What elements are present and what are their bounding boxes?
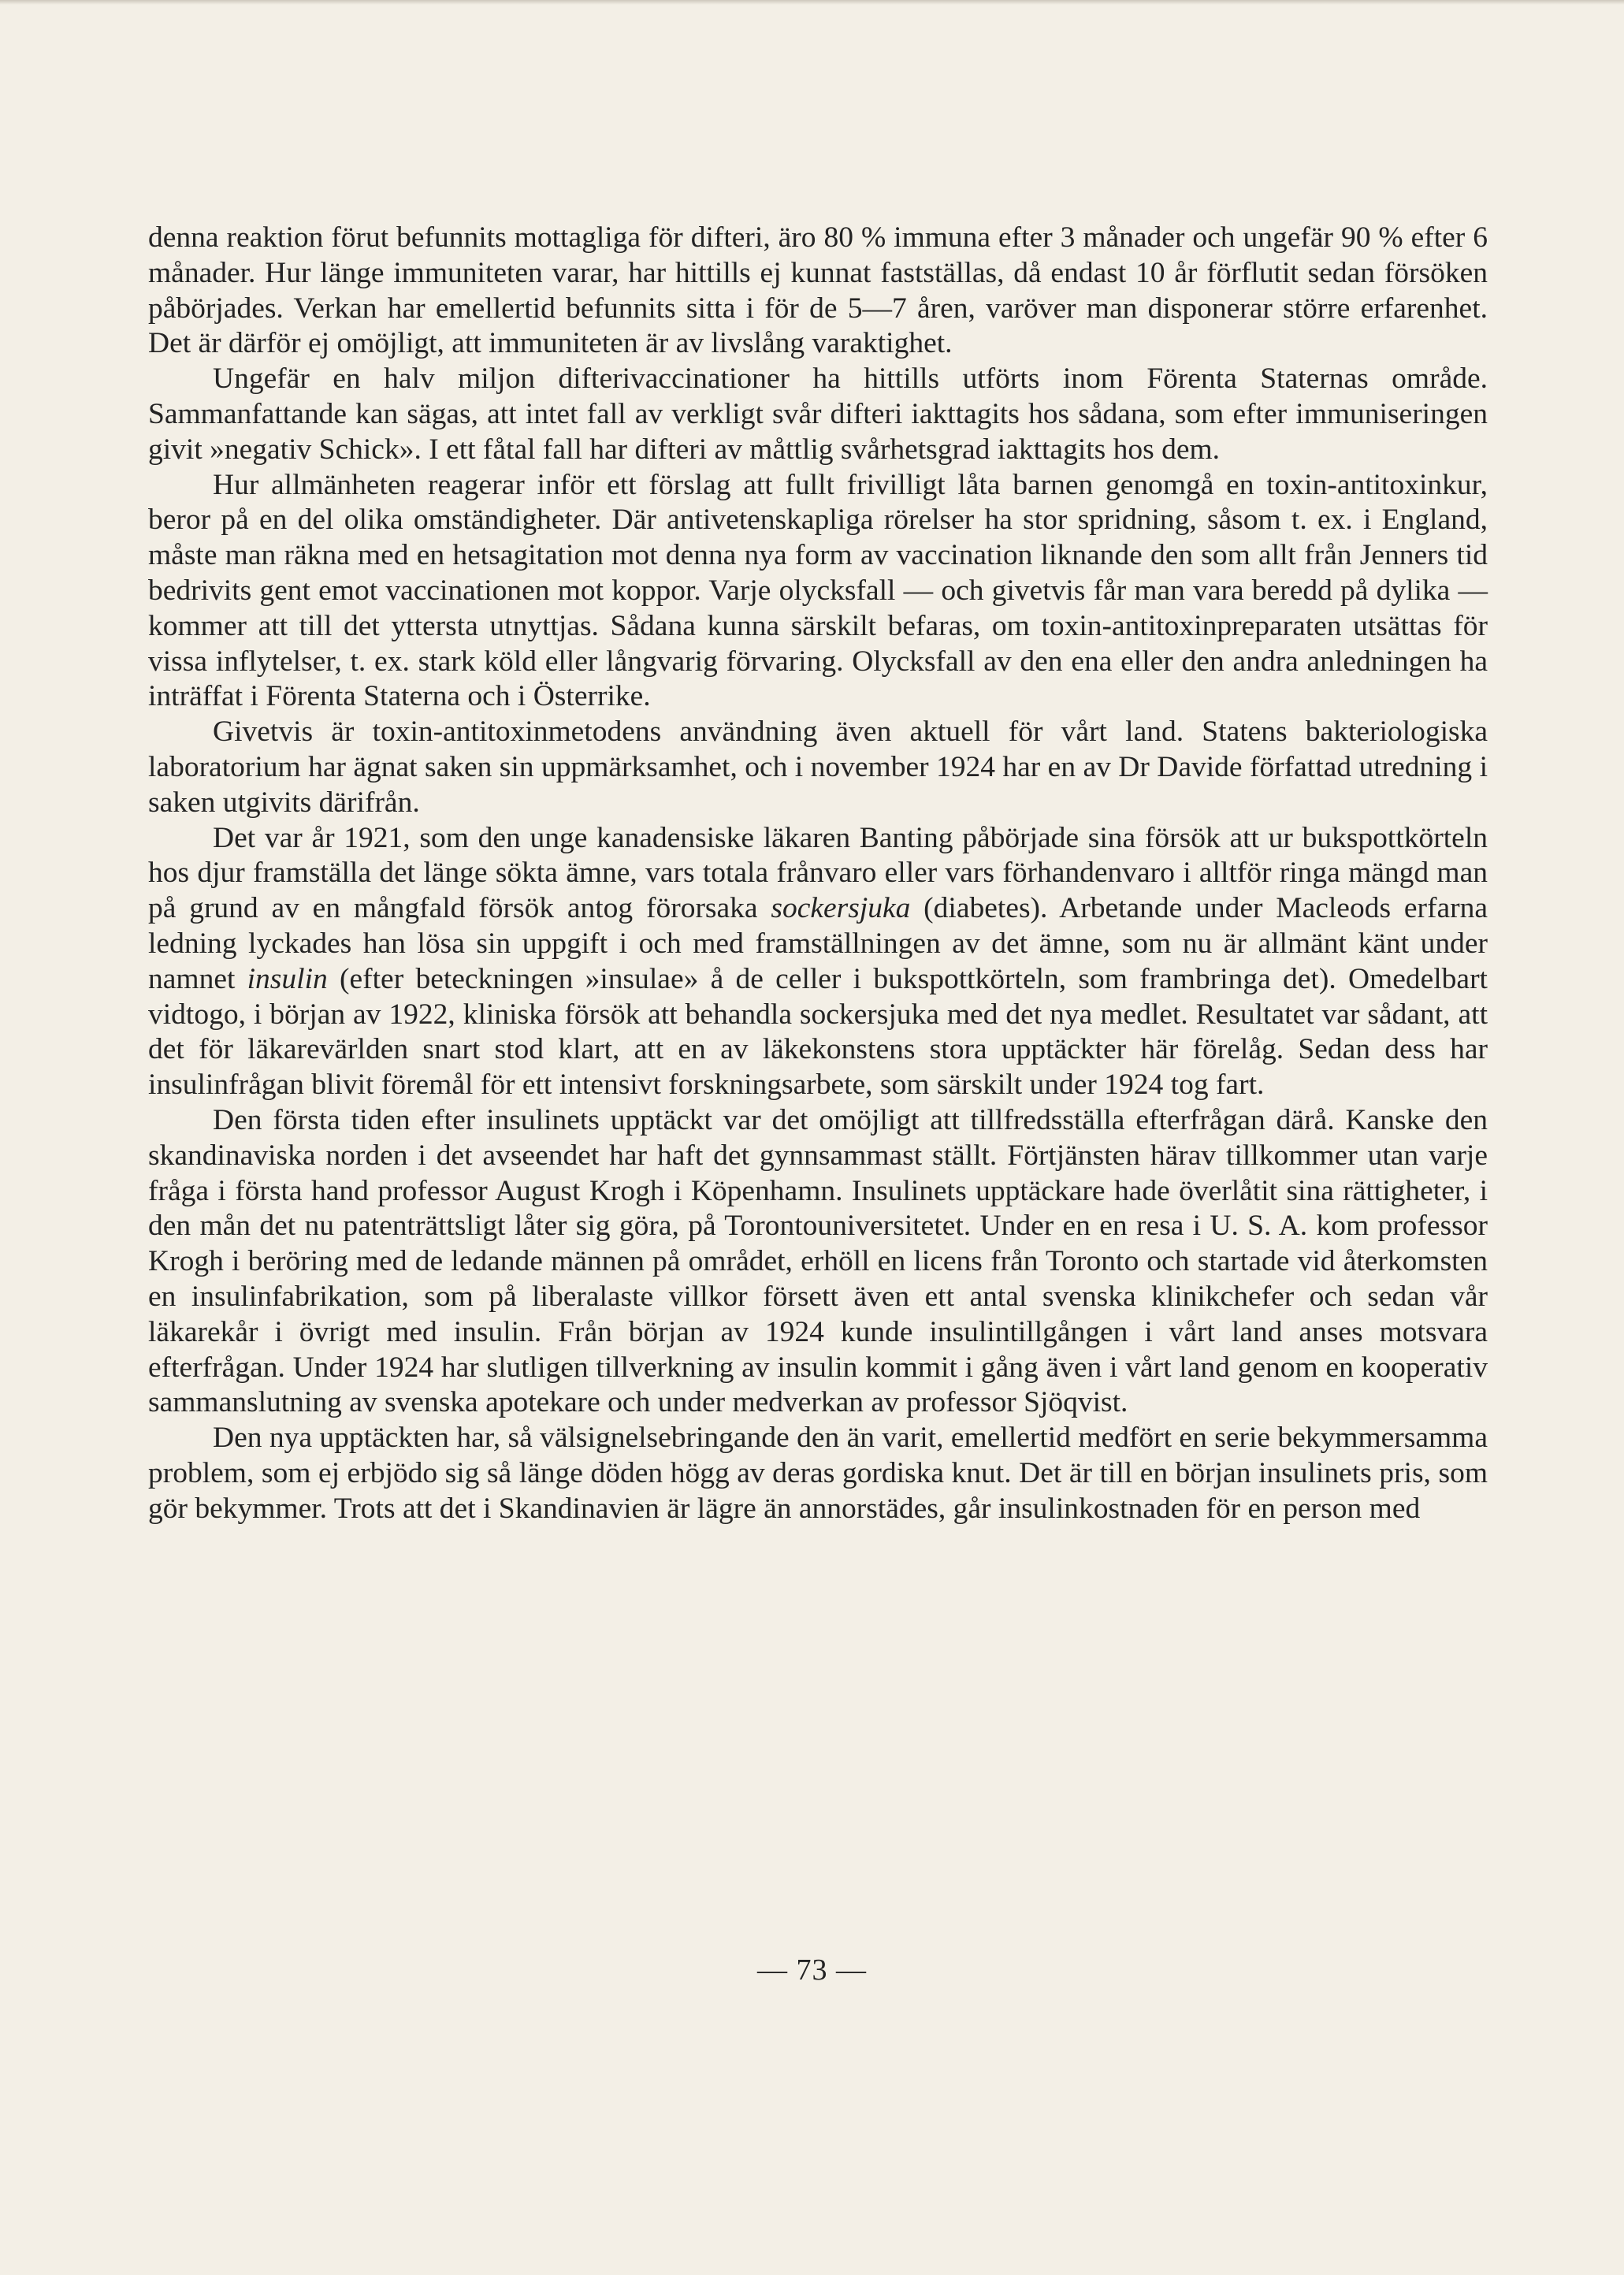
paragraph-5-term-sockersjuka: sockersjuka: [771, 892, 911, 925]
body-text: [148, 221, 1488, 1526]
paragraph-1: [148, 221, 1488, 362]
paragraph-3: [148, 468, 1488, 716]
paragraph-6: [148, 1103, 1488, 1421]
paragraph-7: [148, 1421, 1488, 1526]
page-number: — 73 —: [757, 1953, 867, 1987]
paragraph-5-text-a: Det var år 1921, som den unge kanadensiske läkaren Banting påbörjade sina försök att ur bukspottkörteln hos djur framställa det länge sökta ämne, vars totala frånvaro eller vars förhandenvaro i alltför ringa mängd man på grund av en mångfald försök antog förorsaka: [148, 821, 1488, 925]
paragraph-1-text: denna reaktion förut befunnits mottagliga för difteri, äro 80 % immuna efter 3 månader och ungefär 90 % efter 6 månader. Hur länge immuniteten varar, har hittills ej kunnat fastställas, då endast 10 år förflutit sedan försöken påbörjades. Verkan har emellertid befunnits sitta i för de 5—7 åren, varöver man disponerar större erfarenhet. Det är därför ej omöjligt, att immuniteten är av livslång varaktighet.: [148, 221, 1488, 360]
paragraph-6-text: Den första tiden efter insulinets upptäckt var det omöjligt att tillfredsställa efterfrågan därå. Kanske den skandinaviska norden i det avseendet har haft det gynnsammast ställt. Förtjänsten härav tillkommer utan varje fråga i första hand professor August Krogh i Köpenhamn. Insulinets upptäckare hade överlåtit sina rättigheter, i den mån det nu patenträttsligt låter sig göra, på Torontouniversitetet. Under en en resa i U. S. A. kom professor Krogh i beröring med de ledande männen på området, erhöll en licens från Toronto och startade vid återkomsten en insulinfabrikation, som på liberalaste villkor försett även ett antal svenska klinikchefer och sedan vår läkarekår i övrigt med insulin. Från början av 1924 kunde insulintillgången i vårt land anses motsvara efterfrågan. Under 1924 har slutligen tillverkning av insulin kommit i gång även i vårt land genom en kooperativ sammanslutning av svenska apotekare och under medverkan av professor Sjöqvist.: [148, 1103, 1488, 1419]
paragraph-5: [148, 821, 1488, 1103]
paragraph-4: [148, 715, 1488, 820]
paragraph-5-text-c: (efter beteckningen »insulae» å de celler i bukspottkörteln, som frambringa det). Omedelbart vidtogo, i början av 1922, kliniska försök att behandla sockersjuka med det nya medlet. Resultatet var sådant, att det för läkarevärlden snart stod klart, att en av läkekonstens stora upptäckter här förelåg. Sedan dess har insulinfrågan blivit föremål för ett intensivt forskningsarbete, som särskilt under 1924 tog fart.: [148, 962, 1488, 1102]
paragraph-5-term-insulin: insulin: [247, 962, 328, 995]
paragraph-5-text-b: (diabetes). Arbetande under Macleods erfarna ledning lyckades han lösa sin uppgift i och med framställningen av det ämne, som nu är allmänt känt under namnet: [148, 892, 1488, 995]
paragraph-4-text: Givetvis är toxin-antitoxinmetodens användning även aktuell för vårt land. Statens bakteriologiska laboratorium har ägnat saken sin uppmärksamhet, och i november 1924 har en av Dr Davide författad utredning i saken utgivits därifrån.: [148, 716, 1488, 819]
paragraph-3-text: Hur allmänheten reagerar inför ett förslag att fullt frivilligt låta barnen genomgå en toxin-antitoxinkur, beror på en del olika omständigheter. Där antivetenskapliga rörelser ha stor spridning, såsom t. ex. i England, måste man räkna med en hetsagitation mot denna nya form av vaccination liknande den som allt från Jenners tid bedrivits gent emot vaccinationen mot koppor. Varje olycksfall — och givetvis får man vara beredd på dylika — kommer att till det yttersta utnyttjas. Sådana kunna särskilt befaras, om toxin-antitoxinpreparaten utsättas för vissa inflytelser, t. ex. stark köld eller långvarig förvaring. Olycksfall av den ena eller den andra anledningen ha inträffat i Förenta Staterna och i Österrike.: [148, 468, 1488, 713]
page-top-edge: [0, 0, 1624, 5]
paragraph-2-text: Ungefär en halv miljon difterivaccinationer ha hittills utförts inom Förenta Staternas område. Sammanfattande kan sägas, att intet fall av verkligt svår difteri iakttagits hos sådana, som efter immuniseringen givit »negativ Schick». I ett fåtal fall har difteri av måttlig svårhetsgrad iakttagits hos dem.: [148, 362, 1488, 466]
paragraph-7-text: Den nya upptäckten har, så välsignelsebringande den än varit, emellertid medfört en serie bekymmersamma problem, som ej erbjödo sig så länge döden högg av deras gordiska knut. Det är till en början insulinets pris, som gör bekymmer. Trots att det i Skandinavien är lägre än annorstädes, går insulinkostnaden för en person med: [148, 1422, 1488, 1525]
paragraph-2: [148, 362, 1488, 467]
